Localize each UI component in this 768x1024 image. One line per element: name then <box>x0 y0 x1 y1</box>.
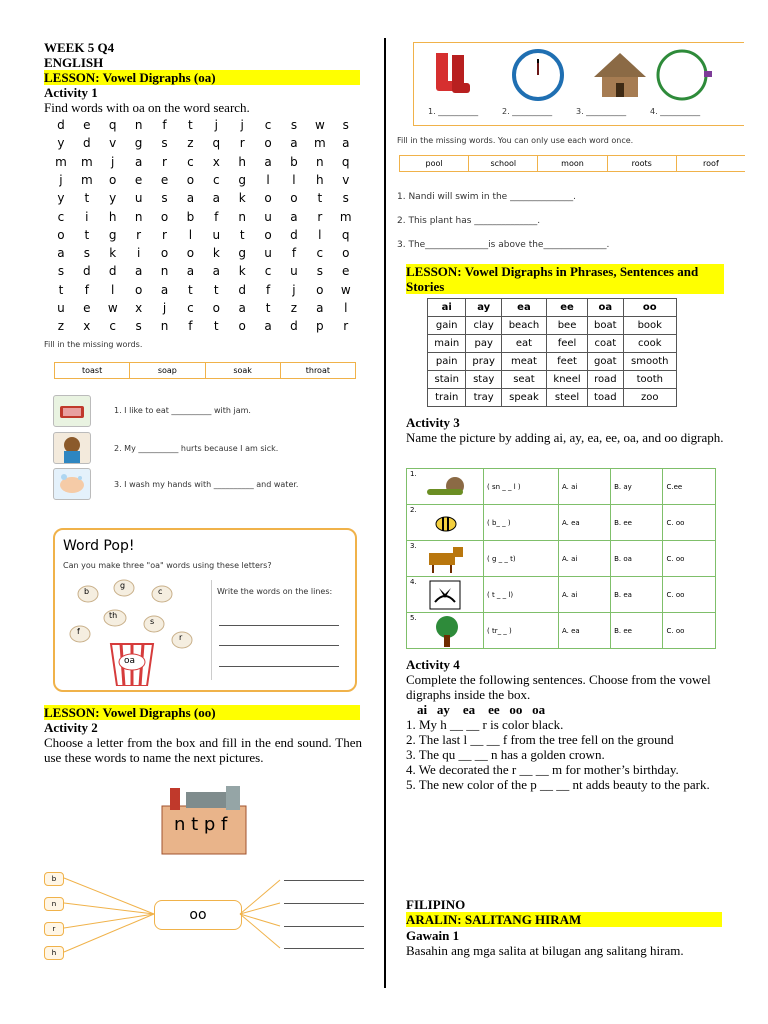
word-search-letter[interactable]: e <box>83 301 91 315</box>
word-search-letter[interactable]: p <box>316 319 324 334</box>
toast-picture <box>53 395 91 427</box>
sentence-oo-3: 3. The______________is above the______________. <box>397 240 610 250</box>
activity-3-table <box>406 468 716 649</box>
word-search-letter[interactable]: h <box>238 154 246 169</box>
word-search-letter[interactable]: i <box>136 246 141 261</box>
word-search-letter[interactable]: l <box>292 172 296 187</box>
word-search-letter[interactable]: u <box>134 191 143 206</box>
activity-4-title: Activity 4 <box>406 657 460 672</box>
word-search-letter[interactable]: i <box>85 209 89 224</box>
table-row: 5. ( tr_ _ ) A. ea B. ee C. oo <box>407 613 716 649</box>
word-search-letter[interactable]: v <box>109 136 117 151</box>
word-search-letter[interactable]: s <box>290 118 298 132</box>
word-search-letter[interactable]: r <box>162 154 167 169</box>
activity-3-title: Activity 3 <box>406 415 460 430</box>
popcorn-letter: b <box>77 584 99 609</box>
word-search-letter[interactable]: w <box>340 282 351 297</box>
word-bank-item: roots <box>608 156 677 171</box>
word-search-letter[interactable]: o <box>160 209 169 224</box>
word-search-letter[interactable]: d <box>83 264 91 279</box>
word-search-letter[interactable]: o <box>186 172 195 187</box>
answer-line <box>284 948 364 949</box>
word-search-letter[interactable]: r <box>136 227 142 242</box>
word-search-letter[interactable]: n <box>316 154 324 169</box>
word-search-letter[interactable]: l <box>188 227 193 242</box>
word-search-row <box>48 118 359 132</box>
word-search-letter[interactable]: w <box>314 118 325 132</box>
word-search-row <box>48 301 359 315</box>
table-row: pain pray meat feet goat smooth <box>428 353 677 371</box>
word-search-letter[interactable]: r <box>343 319 349 334</box>
word-search-letter[interactable]: z <box>290 301 298 315</box>
word-search-letter[interactable]: d <box>290 319 298 334</box>
branch-letter: n <box>44 897 64 911</box>
word-search-row <box>48 319 359 333</box>
word-search-letter[interactable]: c <box>316 246 324 261</box>
word-search-row <box>48 191 359 205</box>
goat-icon <box>423 545 467 573</box>
word-search-letter[interactable]: o <box>134 282 143 297</box>
activity-1-title: Activity 1 <box>44 85 98 100</box>
word-pop-prompt: Can you make three "oa" words using these letters? <box>63 561 272 570</box>
word-search-letter[interactable]: o <box>186 246 195 261</box>
word-search-letter[interactable]: a <box>57 246 65 261</box>
popcorn-letter: r <box>171 630 193 655</box>
activity-1-instruction: Find words with oa on the word search. <box>44 100 250 115</box>
word-search-row <box>48 210 359 224</box>
word-web <box>44 870 364 962</box>
answer-line <box>219 645 339 646</box>
word-search-letter[interactable]: o <box>212 301 220 315</box>
answer-line <box>284 903 364 904</box>
word-search-letter[interactable]: q <box>108 118 117 132</box>
word-search-letter[interactable]: m <box>80 172 93 187</box>
word-search-letter[interactable]: f <box>214 209 219 224</box>
word-search-letter[interactable]: r <box>239 136 245 151</box>
picture-strip <box>413 42 744 126</box>
word-search-letter[interactable]: l <box>318 227 322 242</box>
word-search-letter[interactable]: c <box>187 154 194 169</box>
gawain-1-title: Gawain 1 <box>406 928 460 943</box>
word-search-letter[interactable]: s <box>83 246 90 261</box>
word-search-letter[interactable]: a <box>342 136 350 151</box>
table-row: 4. ( t _ _ l) A. ai B. ea C. oo <box>407 577 716 613</box>
word-search-letter[interactable]: t <box>84 227 90 242</box>
digraph-choices: ai ay ea ee oo oa <box>417 702 546 717</box>
table-row: 2. ( b_ _ ) A. ea B. ee C. oo <box>407 505 716 541</box>
hoop-picture <box>654 47 714 103</box>
word-search-letter[interactable]: e <box>134 172 143 187</box>
word-pop-title: Word Pop! <box>63 538 135 554</box>
word-search-letter[interactable]: g <box>134 136 143 151</box>
word-search-letter[interactable]: q <box>212 136 221 151</box>
word-search-letter[interactable]: x <box>135 301 143 315</box>
tree-icon <box>429 615 465 647</box>
word-search-letter[interactable]: s <box>57 264 65 279</box>
word-search-letter[interactable]: o <box>264 227 272 242</box>
table-row: main pay eat feel coat cook <box>428 335 677 353</box>
activity-4-sentence: 5. The new color of the p __ __ nt adds beauty to the park. <box>406 777 710 792</box>
word-search-letter[interactable]: k <box>212 246 220 261</box>
word-bank-item: soap <box>130 363 205 378</box>
word-search-letter[interactable]: e <box>160 172 169 187</box>
word-search-row <box>48 283 359 297</box>
word-search-letter[interactable]: l <box>111 282 115 297</box>
word-search-letter[interactable]: d <box>57 118 65 132</box>
word-search-letter[interactable]: q <box>341 227 350 242</box>
aralin-title: ARALIN: SALITANG HIRAM <box>406 912 722 927</box>
popcorn-letter: th <box>103 608 127 633</box>
word-search-letter[interactable]: f <box>188 319 193 334</box>
word-search-letter[interactable]: o <box>342 246 350 261</box>
word-search-grid <box>48 118 363 338</box>
word-search-letter[interactable]: s <box>342 191 349 206</box>
popcorn-cup: oa <box>109 640 155 686</box>
boots-picture <box>432 51 472 97</box>
word-search-letter[interactable]: r <box>317 209 323 224</box>
word-search-letter[interactable]: g <box>238 246 246 261</box>
activity-2-instruction: Choose a letter from the box and fill in the end sound. Then use these words to name the next pictures. <box>44 735 362 765</box>
activity-3-instruction: Name the picture by adding ai, ay, ea, ee, oa, and oo digraph. <box>406 430 724 445</box>
activity-4-sentence: 4. We decorated the r __ __ m for mother’s birthday. <box>406 762 679 777</box>
column-divider <box>384 38 386 988</box>
branch-letter: r <box>44 922 64 936</box>
word-search-letter[interactable]: j <box>111 154 115 169</box>
picture-number: 3. __________ <box>576 107 627 116</box>
snail-icon <box>425 475 473 497</box>
box-letters: n t p f <box>174 814 228 835</box>
word-search-letter[interactable]: j <box>59 172 63 187</box>
word-search-letter[interactable]: m <box>314 136 326 151</box>
table-header-row: ai ay ea ee oa oo <box>428 299 677 317</box>
word-search-row <box>48 155 359 169</box>
word-search-letter[interactable]: m <box>80 154 93 169</box>
word-search-letter[interactable]: h <box>316 172 324 187</box>
word-search-letter[interactable]: c <box>264 264 272 279</box>
word-search-letter[interactable]: b <box>186 209 195 224</box>
activity-4-sentence: 3. The qu __ __ n has a golden crown. <box>406 747 605 762</box>
activity-2-title: Activity 2 <box>44 720 98 735</box>
word-search-letter[interactable]: n <box>134 209 143 224</box>
lesson-oo-title: LESSON: Vowel Digraphs (oo) <box>44 705 360 720</box>
word-search-letter[interactable]: l <box>344 301 348 315</box>
word-search-letter[interactable]: z <box>57 319 65 334</box>
word-search-letter[interactable]: f <box>291 246 297 261</box>
sentence-oo-2: 2. This plant has ______________. <box>397 216 541 226</box>
word-search-letter[interactable]: a <box>186 191 195 206</box>
word-search-letter[interactable]: g <box>108 227 117 242</box>
word-search-letter[interactable]: a <box>134 154 143 169</box>
word-search-letter[interactable]: n <box>160 319 169 334</box>
word-search-letter[interactable]: k <box>109 246 117 261</box>
word-search-letter[interactable]: s <box>161 136 168 151</box>
word-search-letter[interactable]: x <box>212 154 220 169</box>
word-search-letter[interactable]: y <box>57 136 65 151</box>
word-search-letter[interactable]: a <box>238 301 246 315</box>
word-search-letter[interactable]: o <box>264 191 272 206</box>
word-search-letter[interactable]: d <box>83 136 91 151</box>
fill-instruction: Fill in the missing words. <box>44 340 143 349</box>
answer-line <box>219 666 339 667</box>
sentence-oa-2: 2. My __________ hurts because I am sick. <box>114 444 279 453</box>
word-search-letter[interactable]: u <box>264 246 272 261</box>
lesson-phrases-title: LESSON: Vowel Digraphs in Phrases, Sentences and Stories <box>406 264 724 294</box>
bee-icon <box>431 509 461 535</box>
word-search-letter[interactable]: g <box>238 172 246 187</box>
word-search-letter[interactable]: d <box>108 264 117 279</box>
word-search-letter[interactable]: f <box>265 282 271 297</box>
word-bank-oa <box>54 362 356 379</box>
word-search-letter[interactable]: c <box>264 118 272 132</box>
clock-picture <box>512 49 564 101</box>
word-search-letter[interactable]: n <box>134 118 143 132</box>
sentence-oa-1: 1. I like to eat __________ with jam. <box>114 406 251 415</box>
word-search-letter[interactable]: a <box>212 191 220 206</box>
popcorn-letter: f <box>69 624 91 649</box>
word-search-letter[interactable]: j <box>162 301 167 315</box>
word-pop-lines-label: Write the words on the lines: <box>217 587 333 596</box>
word-search-letter[interactable]: o <box>316 282 324 297</box>
word-search-letter[interactable]: n <box>160 264 169 279</box>
word-search-letter[interactable]: t <box>58 282 64 297</box>
fill-instruction-2: Fill in the missing words. You can only use each word once. <box>397 136 634 145</box>
sick-girl-picture <box>53 432 91 464</box>
word-search-letter[interactable]: j <box>240 118 244 132</box>
word-search-row <box>48 228 359 242</box>
word-search-letter[interactable]: j <box>292 282 296 297</box>
word-search-letter[interactable]: d <box>238 282 246 297</box>
word-search-letter[interactable]: q <box>341 154 350 169</box>
word-search-letter[interactable]: u <box>290 264 298 279</box>
table-row: 1. ( sn _ _ l ) A. ai B. ay C.ee <box>407 469 716 505</box>
word-search-letter[interactable]: h <box>108 209 117 224</box>
word-search-letter[interactable]: y <box>109 191 117 206</box>
word-search-letter[interactable]: a <box>186 264 195 279</box>
picture-number: 4. __________ <box>650 107 701 116</box>
word-bank-item: school <box>469 156 538 171</box>
word-search-letter[interactable]: v <box>342 172 350 187</box>
word-search-letter[interactable]: s <box>342 118 349 132</box>
word-search-letter[interactable]: a <box>134 264 143 279</box>
word-search-letter[interactable]: t <box>188 282 193 297</box>
table-row: train tray speak steel toad zoo <box>428 389 677 407</box>
word-search-letter[interactable]: l <box>266 172 270 187</box>
word-search-letter[interactable]: o <box>238 319 246 334</box>
word-search-letter[interactable]: a <box>290 209 298 224</box>
word-search-letter[interactable]: d <box>290 227 298 242</box>
word-search-letter[interactable]: k <box>238 264 246 279</box>
word-pop-divider <box>211 580 212 680</box>
word-search-letter[interactable]: b <box>290 154 298 169</box>
word-search-letter[interactable]: t <box>84 191 90 206</box>
lesson-oa-title: LESSON: Vowel Digraphs (oa) <box>44 70 360 85</box>
word-bank-item: moon <box>538 156 607 171</box>
word-search-letter[interactable]: n <box>238 209 246 224</box>
popcorn-letter: g <box>113 578 135 603</box>
word-search-letter[interactable]: c <box>109 319 117 334</box>
word-search-letter[interactable]: a <box>212 264 220 279</box>
word-bank-item: soak <box>206 363 281 378</box>
picture-number: 1. __________ <box>428 107 479 116</box>
word-search-letter[interactable]: o <box>57 227 65 242</box>
web-center-oo: oo <box>154 900 242 930</box>
washing-hands-picture <box>53 468 91 500</box>
word-search-letter[interactable]: t <box>188 118 193 132</box>
word-search-letter[interactable]: e <box>83 118 91 132</box>
word-search-letter[interactable]: t <box>213 282 219 297</box>
word-search-letter[interactable]: u <box>264 209 272 224</box>
branch-letter: b <box>44 872 64 886</box>
word-search-letter[interactable]: z <box>187 136 194 151</box>
whale-tail-icon <box>429 580 461 610</box>
word-search-letter[interactable]: t <box>239 227 245 242</box>
word-bank-item: throat <box>305 366 330 375</box>
popcorn-letter: s <box>143 614 165 639</box>
word-search-letter[interactable]: o <box>264 136 272 151</box>
activity-4-instruction: Complete the following sentences. Choose from the vowel digraphs inside the box. <box>406 672 711 702</box>
word-search-letter[interactable]: k <box>238 191 246 206</box>
letter-toolbox <box>156 782 252 856</box>
word-search-letter[interactable]: s <box>135 319 142 334</box>
word-search-letter[interactable]: t <box>265 301 271 315</box>
word-search-letter[interactable]: u <box>57 301 65 315</box>
gawain-1-instruction: Basahin ang mga salita at bilugan ang salitang hiram. <box>406 943 684 958</box>
popcorn-letter: c <box>151 584 173 609</box>
table-row: 3. ( g _ _ t) A. ai B. oa C. oo <box>407 541 716 577</box>
word-search-letter[interactable]: o <box>290 191 298 206</box>
hut-picture <box>592 51 648 99</box>
digraph-table <box>427 298 677 407</box>
word-search-letter[interactable]: x <box>83 319 91 334</box>
word-bank-oo <box>399 155 745 172</box>
word-search-letter[interactable]: c <box>187 301 194 315</box>
answer-line <box>284 926 364 927</box>
subject-label: ENGLISH <box>44 55 104 70</box>
word-search-letter[interactable]: e <box>342 264 350 279</box>
word-search-letter[interactable]: a <box>160 282 169 297</box>
word-search-letter[interactable]: a <box>264 319 272 334</box>
word-search-letter[interactable]: a <box>316 301 324 315</box>
sentence-oa-3: 3. I wash my hands with __________ and water. <box>114 480 299 489</box>
filipino-subject: FILIPINO <box>406 897 466 912</box>
week-label: WEEK 5 Q4 <box>44 40 115 55</box>
word-search-letter[interactable]: m <box>339 209 352 224</box>
word-search-letter[interactable]: j <box>214 118 218 132</box>
word-search-letter[interactable]: c <box>57 209 65 224</box>
word-pop-box <box>53 528 357 692</box>
answer-line <box>219 625 339 626</box>
word-search-letter[interactable]: t <box>213 319 219 334</box>
sentence-oo-1: 1. Nandi will swim in the ______________. <box>397 192 576 202</box>
word-search-letter[interactable]: o <box>160 246 169 261</box>
word-search-letter[interactable]: a <box>290 136 298 151</box>
word-search-letter[interactable]: c <box>212 172 220 187</box>
word-search-letter[interactable]: s <box>161 191 168 206</box>
branch-letter: h <box>44 946 64 960</box>
word-search-letter[interactable]: w <box>107 301 118 315</box>
picture-number: 2. __________ <box>502 107 553 116</box>
word-search-letter[interactable]: t <box>317 191 323 206</box>
word-search-letter[interactable]: a <box>264 154 272 169</box>
word-search-row <box>48 173 359 187</box>
table-row: stain stay seat kneel road tooth <box>428 371 677 389</box>
word-search-row <box>48 136 359 150</box>
activity-4-sentence: 1. My h __ __ r is color black. <box>406 717 564 732</box>
word-search-row <box>48 264 359 278</box>
answer-line <box>284 880 364 881</box>
word-bank-item: pool <box>400 156 469 171</box>
word-search-letter[interactable]: u <box>212 227 221 242</box>
word-search-letter[interactable]: f <box>84 282 89 297</box>
word-search-row <box>48 246 359 260</box>
word-search-letter[interactable]: o <box>109 172 117 187</box>
word-bank-item: toast <box>55 363 130 378</box>
word-search-letter[interactable]: s <box>316 264 323 279</box>
word-search-letter[interactable]: f <box>162 118 167 132</box>
activity-4-sentence: 2. The last l __ __ f from the tree fell on the ground <box>406 732 674 747</box>
word-bank-item: roof <box>703 159 719 168</box>
word-search-letter[interactable]: y <box>57 191 65 206</box>
word-search-letter[interactable]: m <box>55 154 67 169</box>
table-row: gain clay beach bee boat book <box>428 317 677 335</box>
word-search-letter[interactable]: r <box>162 227 167 242</box>
